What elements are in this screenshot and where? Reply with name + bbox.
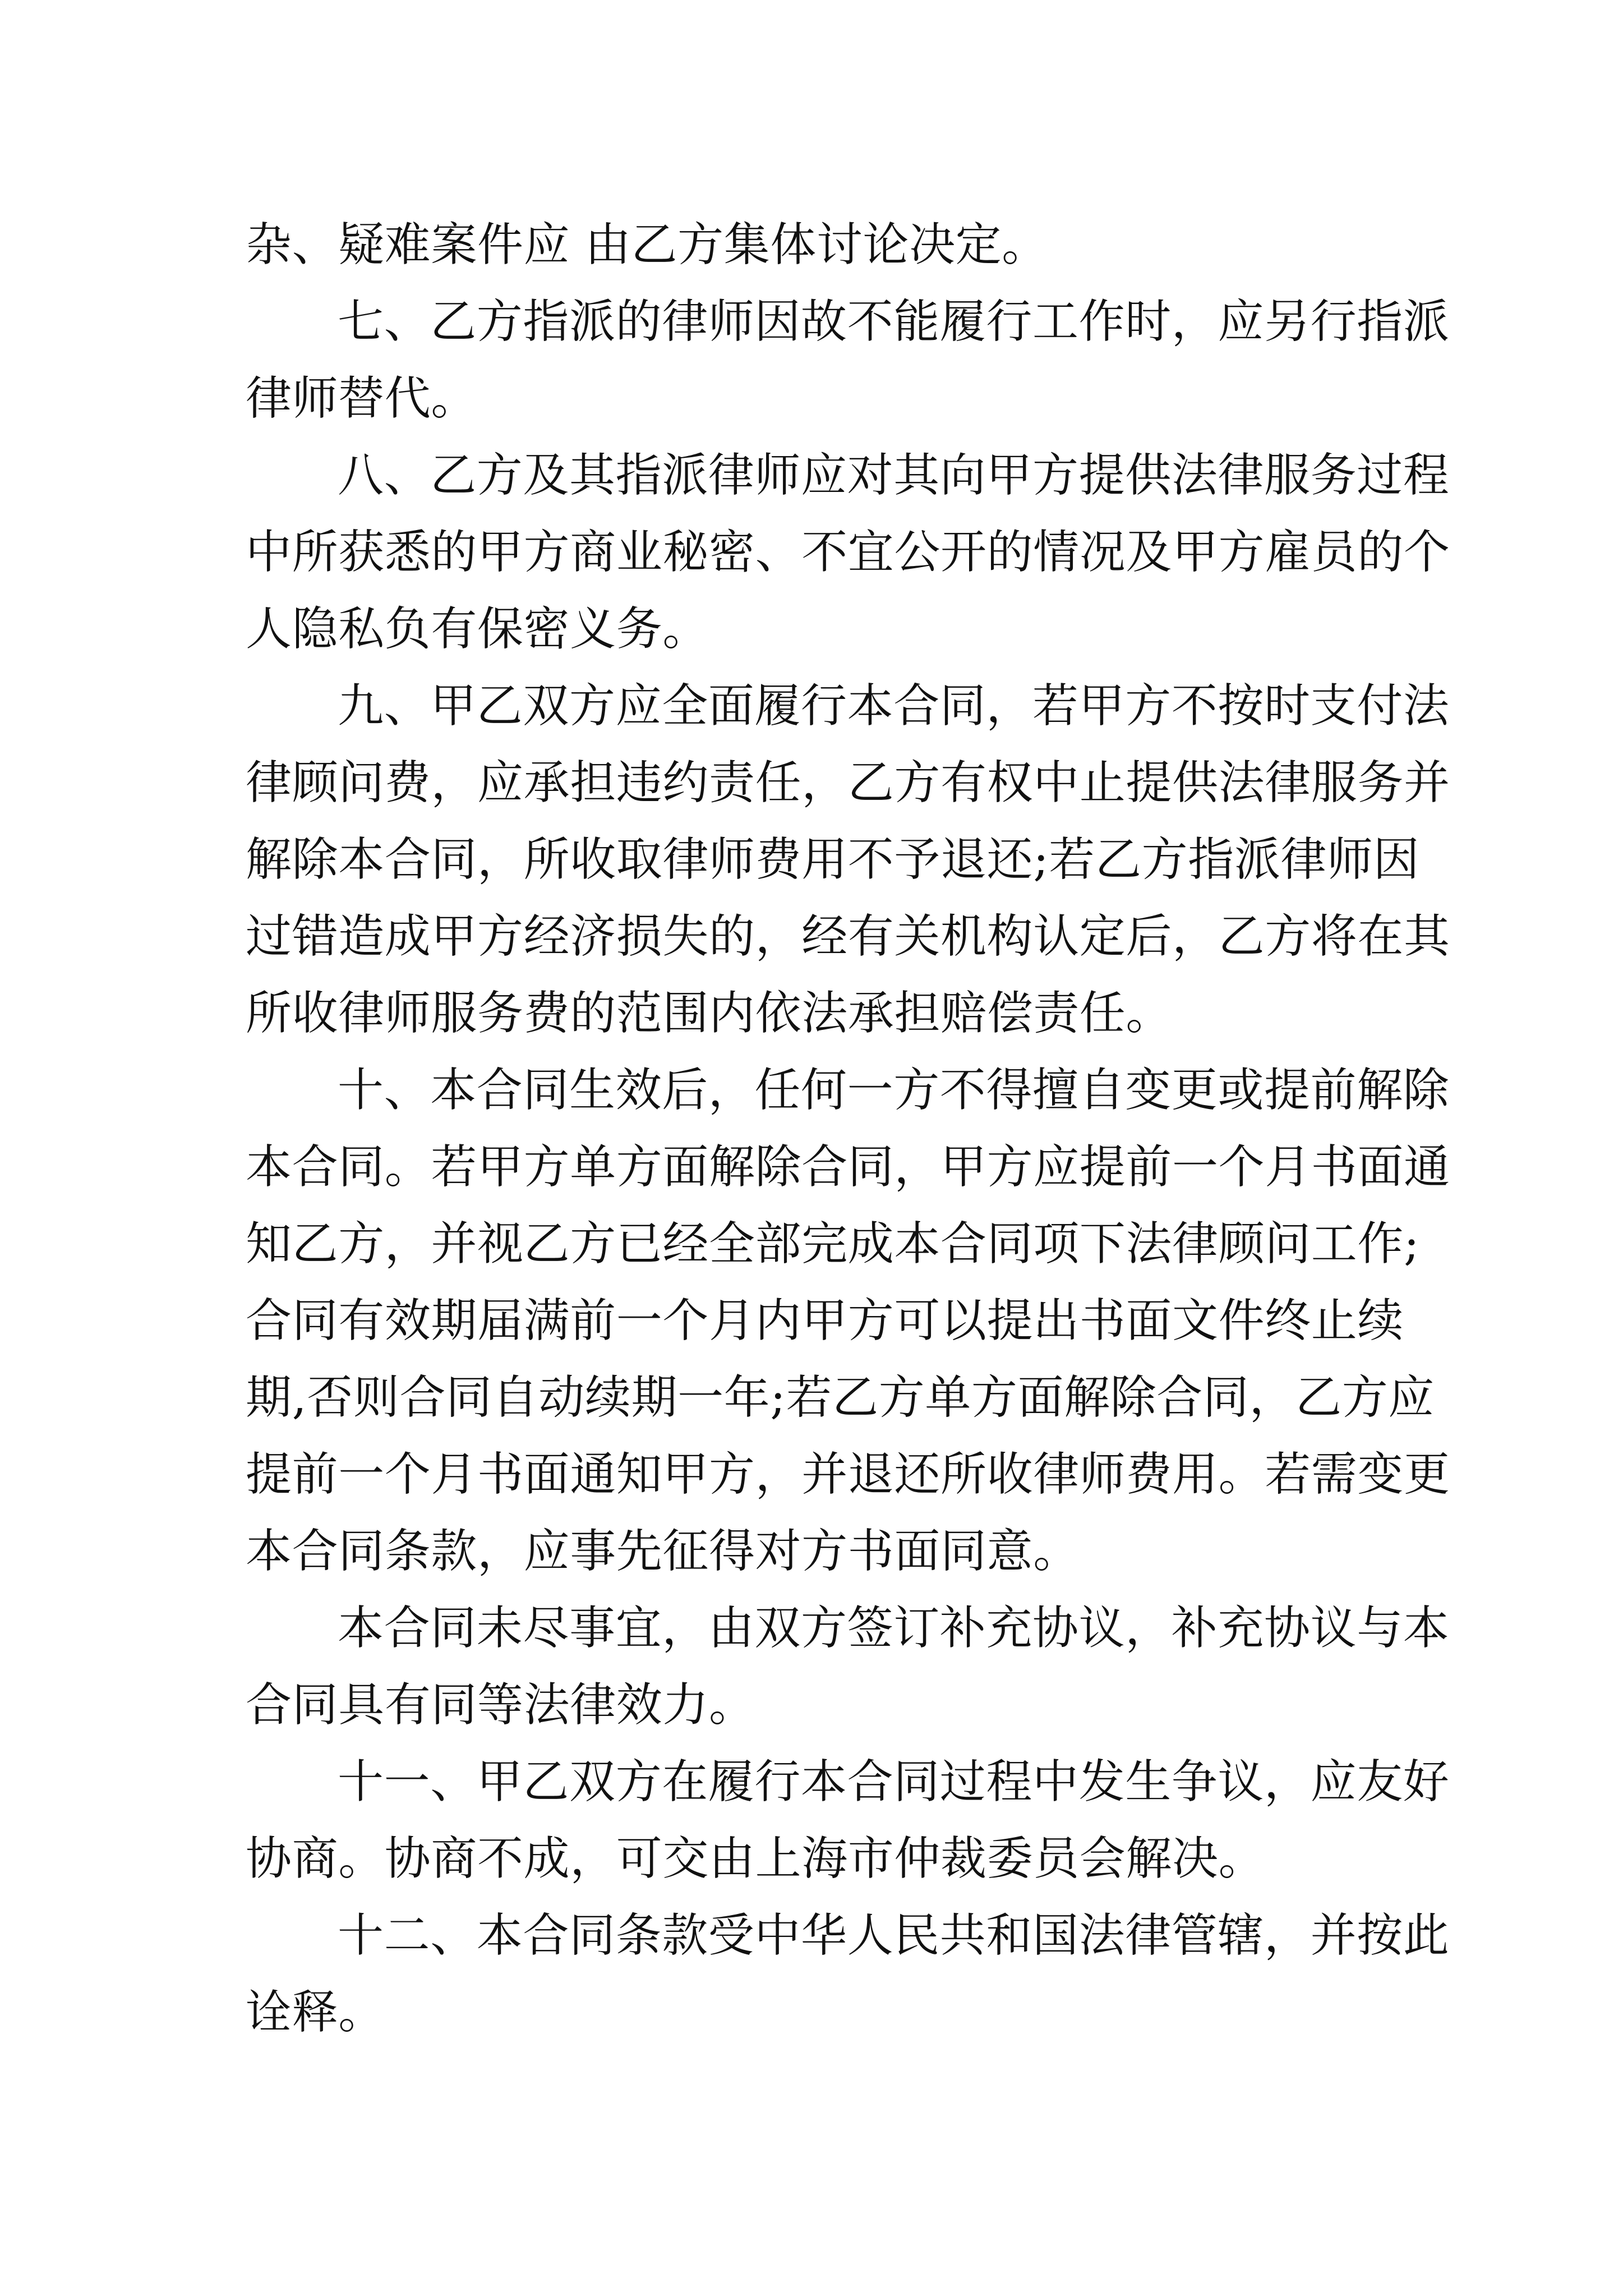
text-line: 十一、甲乙双方在履行本合同过程中发生争议，应友好 <box>338 1755 1450 1809</box>
text-line: 合同有效期届满前一个月内甲方可以提出书面文件终止续 <box>246 1294 1404 1347</box>
text-line: 律师替代。 <box>246 372 478 425</box>
text-line: 本合同条款，应事先征得对方书面同意。 <box>246 1525 1080 1578</box>
contract-paragraph <box>246 437 1450 668</box>
document-body <box>246 206 1450 2051</box>
contract-paragraph <box>246 1743 1450 1897</box>
text-line: 十、本合同生效后，任何一方不得擅自变更或提前解除 <box>338 1064 1450 1117</box>
text-line: 知乙方，并视乙方已经全部完成本合同项下法律顾问工作; <box>246 1217 1420 1271</box>
text-line: 八、乙方及其指派律师应对其向甲方提供法律服务过程 <box>338 449 1450 502</box>
text-line: 律顾问费，应承担违约责任，乙方有权中止提供法律服务并 <box>246 756 1450 809</box>
text-line: 七、乙方指派的律师因故不能履行工作时，应另行指派 <box>338 295 1450 348</box>
text-line: 提前一个月书面通知甲方，并退还所收律师费用。若需变更 <box>246 1448 1450 1501</box>
contract-paragraph <box>246 206 1390 283</box>
text-line: 诠释。 <box>246 1986 385 2039</box>
text-line: 十二、本合同条款受中华人民共和国法律管辖，并按此 <box>338 1909 1450 1962</box>
contract-paragraph <box>246 283 1450 437</box>
text-line: 九、甲乙双方应全面履行本合同，若甲方不按时支付法 <box>338 679 1450 733</box>
text-line: 过错造成甲方经济损失的，经有关机构认定后，乙方将在其 <box>246 910 1450 963</box>
contract-paragraph <box>246 668 1450 1052</box>
text-line: 杂、疑难案件应 由乙方集体讨论决定。 <box>246 218 1048 272</box>
contract-paragraph <box>246 1590 1450 1743</box>
text-line: 人隐私负有保密义务。 <box>246 602 709 656</box>
text-line: 中所获悉的甲方商业秘密、不宜公开的情况及甲方雇员的个 <box>246 526 1450 579</box>
text-line: 本合同。若甲方单方面解除合同，甲方应提前一个月书面通 <box>246 1140 1450 1194</box>
text-line: 解除本合同，所收取律师费用不予退还;若乙方指派律师因 <box>246 833 1420 886</box>
contract-paragraph <box>246 1052 1450 1590</box>
text-line: 所收律师服务费的范围内依法承担赔偿责任。 <box>246 987 1173 1040</box>
contract-paragraph <box>246 1897 1450 2051</box>
text-line: 合同具有同等法律效力。 <box>246 1678 755 1732</box>
text-line: 本合同未尽事宜，由双方签订补充协议，补充协议与本 <box>338 1602 1450 1655</box>
text-line: 协商。协商不成，可交由上海市仲裁委员会解决。 <box>246 1832 1265 1885</box>
text-line: 期,否则合同自动续期一年;若乙方单方面解除合同，乙方应 <box>246 1371 1435 1424</box>
